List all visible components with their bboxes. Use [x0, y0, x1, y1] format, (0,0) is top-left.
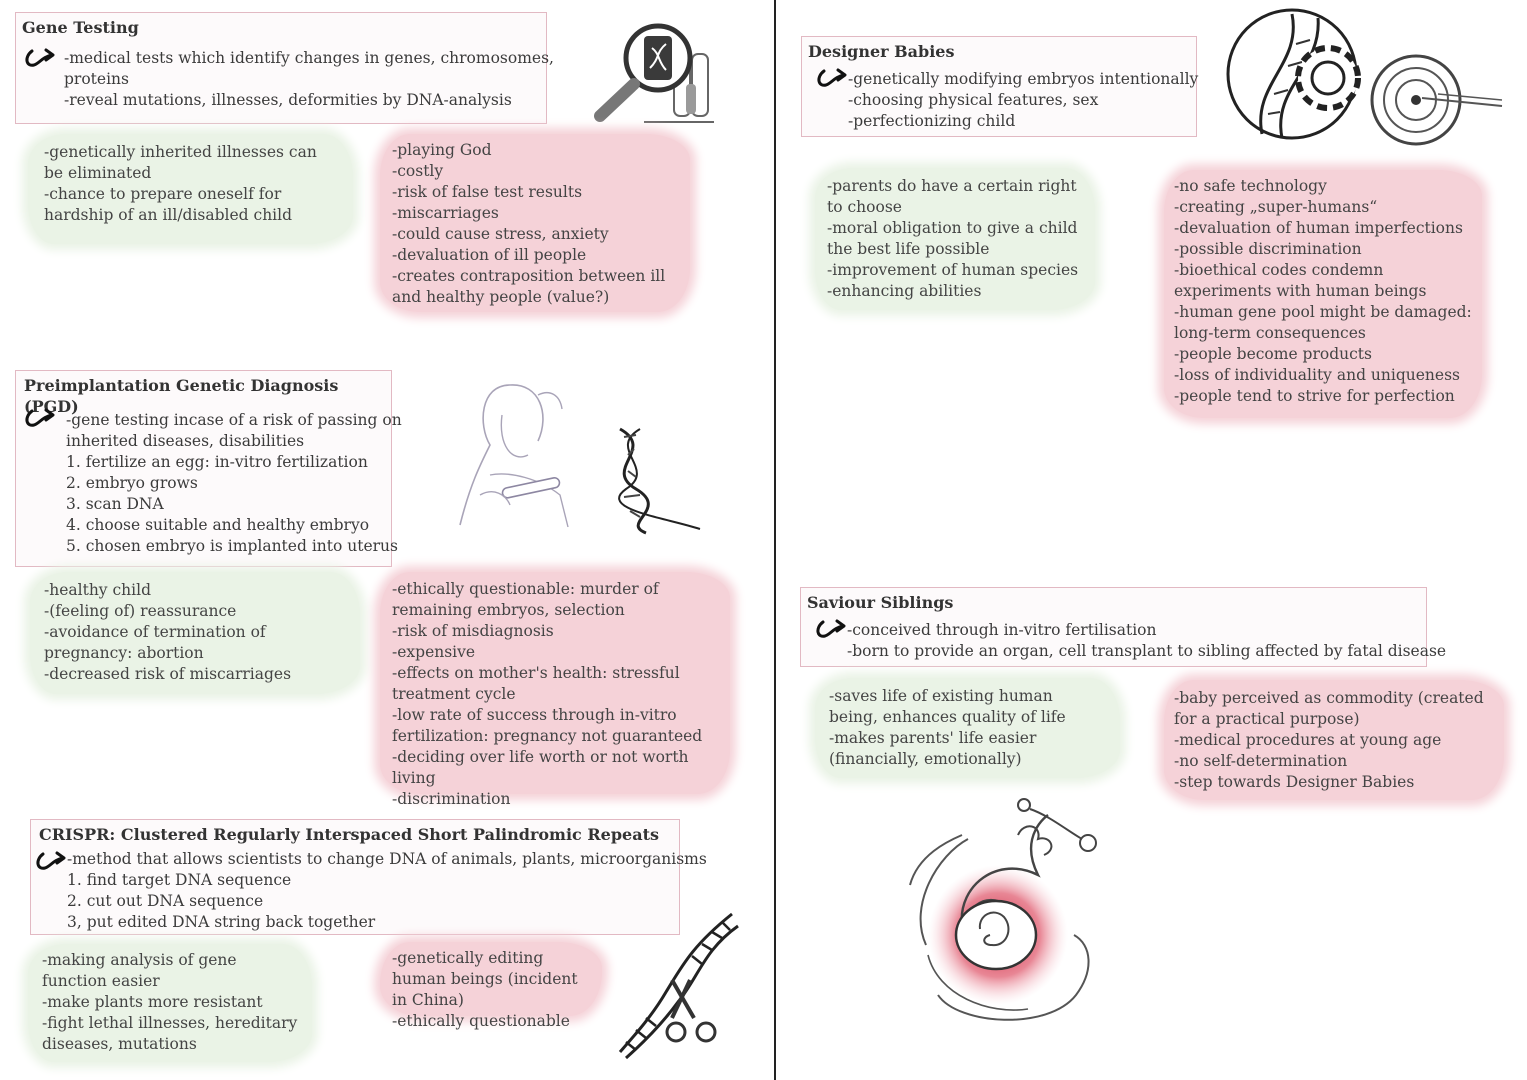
pro-item: -genetically inherited illnesses can be eliminated — [44, 143, 317, 182]
curved-arrow-icon — [24, 407, 58, 429]
pro-item: -healthy child — [44, 581, 151, 599]
pgd-line: -gene testing incase of a risk of passing on — [66, 411, 402, 429]
saviour-siblings-cons — [1164, 680, 1504, 800]
con-item: -ethically questionable: murder of remaining embryos, selection — [392, 580, 659, 619]
con-item: -risk of misdiagnosis — [392, 622, 554, 640]
con-item: -deciding over life worth or not worth living — [392, 748, 689, 787]
saviour-siblings-title: Saviour Siblings — [807, 593, 954, 612]
crispr-cons — [380, 942, 602, 1030]
pro-item: -saves life of existing human being, enhances quality of life — [829, 687, 1066, 726]
crispr-pros — [28, 944, 312, 1062]
dna-helix-icon — [606, 425, 706, 537]
con-item: -human gene pool might be damaged: long-term consequences — [1174, 303, 1472, 342]
pro-item: -making analysis of gene function easier — [42, 951, 237, 990]
pgd-line: 4. choose suitable and healthy embryo — [66, 516, 370, 534]
crispr-box — [30, 819, 707, 935]
saviour-siblings-pros — [815, 678, 1120, 778]
curved-arrow-icon — [35, 850, 69, 872]
con-item: -ethically questionable — [392, 1012, 570, 1030]
gene-testing-cons — [380, 134, 690, 312]
con-item: -genetically editing human beings (incident in China) — [392, 949, 578, 1009]
curved-arrow-icon — [816, 67, 850, 89]
pro-item: -fight lethal illnesses, hereditary diseases, mutations — [42, 1014, 298, 1053]
pro-item: -decreased risk of miscarriages — [44, 665, 292, 683]
con-item: -effects on mother's health: stressful treatment cycle — [392, 664, 680, 703]
magnifier-test-tube-illustration — [588, 10, 718, 130]
designer-babies-box — [801, 36, 1197, 137]
con-item: -loss of individuality and uniqueness — [1174, 366, 1461, 384]
con-item: -bioethical codes condemn experiments with human beings — [1174, 261, 1427, 300]
embryo-in-hands-illustration — [898, 795, 1108, 1035]
gene-testing-line: proteins — [64, 70, 129, 88]
gene-testing-pros — [28, 134, 353, 244]
pgd-line: 2. embryo grows — [66, 474, 198, 492]
saviour-siblings-line: -conceived through in-vitro fertilisation — [847, 621, 1157, 639]
con-item: -devaluation of ill people — [392, 246, 587, 264]
crispr-line: 2. cut out DNA sequence — [67, 892, 264, 910]
crispr-line: 3, put edited DNA string back together — [67, 913, 376, 931]
designer-babies-line: -choosing physical features, sex — [848, 91, 1099, 109]
gene-testing-line: -medical tests which identify changes in genes, chromosomes, — [64, 49, 554, 67]
pro-item: -(feeling of) reassurance — [44, 602, 237, 620]
pro-item: -makes parents' life easier (financially, emotionally) — [829, 729, 1037, 768]
con-item: -creates contraposition between ill and healthy people (value?) — [392, 267, 666, 306]
dna-scissors-icon — [612, 906, 742, 1062]
crispr-line: -method that allows scientists to change DNA of animals, plants, microorganisms — [67, 850, 707, 868]
gene-testing-line: -reveal mutations, illnesses, deformities by DNA-analysis — [64, 91, 512, 109]
pro-item: -enhancing abilities — [827, 282, 982, 300]
con-item: -people tend to strive for perfection — [1174, 387, 1455, 405]
pgd-pros — [30, 572, 360, 694]
pgd-line: 5. chosen embryo is implanted into uterus — [66, 537, 398, 555]
pgd-line: inherited diseases, disabilities — [66, 432, 305, 450]
gene-testing-title: Gene Testing — [22, 18, 139, 37]
pro-item: -avoidance of termination of pregnancy: abortion — [44, 623, 266, 662]
designer-babies-line: -genetically modifying embryos intentionally — [848, 70, 1199, 88]
designer-babies-cons — [1164, 170, 1482, 418]
woman-pregnancy-test-illustration — [450, 375, 580, 530]
curved-arrow-icon — [815, 618, 849, 640]
con-item: -expensive — [392, 643, 476, 661]
designer-babies-pros — [815, 168, 1095, 310]
con-item: -costly — [392, 162, 444, 180]
pro-item: -parents do have a certain right to choose — [827, 177, 1077, 216]
pro-item: -improvement of human species — [827, 261, 1079, 279]
pro-item: -make plants more resistant — [42, 993, 263, 1011]
con-item: -miscarriages — [392, 204, 499, 222]
crispr-title: CRISPR: Clustered Regularly Interspaced Short Palindromic Repeats — [39, 825, 659, 844]
ivf-needle-egg-icon — [1368, 52, 1506, 152]
designer-babies-title: Designer Babies — [808, 42, 955, 61]
pgd-box — [15, 370, 402, 567]
con-item: -risk of false test results — [392, 183, 583, 201]
pro-item: -chance to prepare oneself for hardship of an ill/disabled child — [44, 185, 293, 224]
con-item: -possible discrimination — [1174, 240, 1362, 258]
pgd-title: Preimplantation Genetic Diagnosis (PGD) — [24, 376, 339, 416]
dna-gear-illustration — [1222, 4, 1372, 144]
con-item: -people become products — [1174, 345, 1372, 363]
pgd-line: 1. fertilize an egg: in-vitro fertilization — [66, 453, 368, 471]
con-item: -step towards Designer Babies — [1174, 773, 1415, 791]
pro-item: -moral obligation to give a child the best life possible — [827, 219, 1078, 258]
saviour-siblings-line: -born to provide an organ, cell transplant to sibling affected by fatal disease — [847, 642, 1447, 660]
con-item: -baby perceived as commodity (created for a practical purpose) — [1174, 689, 1484, 728]
con-item: -low rate of success through in-vitro fertilization: pregnancy not guaranteed — [392, 706, 703, 745]
pgd-cons — [380, 572, 730, 808]
saviour-siblings-box — [800, 587, 1447, 667]
con-item: -could cause stress, anxiety — [392, 225, 609, 243]
curved-arrow-icon — [24, 47, 58, 69]
con-item: -medical procedures at young age — [1174, 731, 1442, 749]
crispr-line: 1. find target DNA sequence — [67, 871, 292, 889]
con-item: -discrimination — [392, 790, 511, 808]
designer-babies-line: -perfectionizing child — [848, 112, 1016, 130]
con-item: -creating „super-humans“ — [1174, 198, 1378, 216]
con-item: -no safe technology — [1174, 177, 1327, 195]
gene-testing-box — [15, 12, 554, 124]
page-divider — [774, 0, 776, 1080]
con-item: -no self-determination — [1174, 752, 1348, 770]
con-item: -devaluation of human imperfections — [1174, 219, 1463, 237]
pgd-line: 3. scan DNA — [66, 495, 164, 513]
con-item: -playing God — [392, 141, 492, 159]
